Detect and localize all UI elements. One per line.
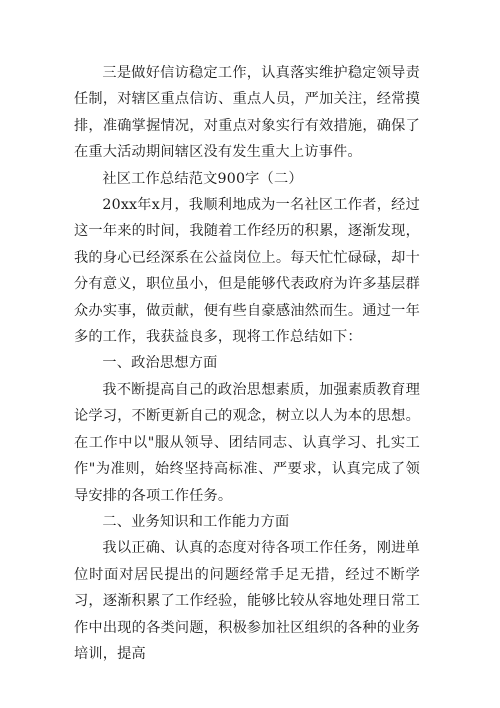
heading-business-knowledge: 二、业务知识和工作能力方面	[102, 513, 290, 530]
paragraph-political-thought: 我不断提高自己的政治思想素质，加强素质教育理论学习，不断更新自己的观念，树立以人为本的思想。在工作中以"服从领导、团结同志、认真学习、扎实工作"为准则，始终坚持高标准、严要求，认真完成了领导安排的各项工作任务。	[74, 381, 420, 504]
paragraph-stability-work: 三是做好信访稳定工作，认真落实维护稳定领导责任制，对辖区重点信访、重点人员，严加关注，经常摸排，准确掌握情况，对重点对象实行有效措施，确保了在重大活动期间辖区没有发生重大上访事件。	[74, 65, 420, 161]
paragraph-intro: 20xx年x月，我顺利地成为一名社区工作者，经过这一年来的时间，我随着工作经历的积累，逐渐发现，我的身心已经深系在公益岗位上。每天忙忙碌碌，却十分有意义，职位虽小，但是能够代表政府为许多基层群众办实事，做贡献，便有些自豪感油然而生。通过一年多的工作，我获益良多，现将工作总结如下：	[74, 197, 420, 346]
paragraph-business-knowledge: 我以正确、认真的态度对待各项工作任务，刚进单位时面对居民提出的问题经常手足无措，经过不断学习，逐渐积累了工作经验，能够比较从容地处理日常工作中出现的各类问题，积极参加社区组织的各种的业务培训，提高	[74, 540, 420, 662]
section-title-summary: 社区工作总结范文900字（二）	[102, 170, 303, 187]
document-page	[74, 60, 420, 667]
heading-political-thought: 一、政治思想方面	[102, 355, 218, 372]
